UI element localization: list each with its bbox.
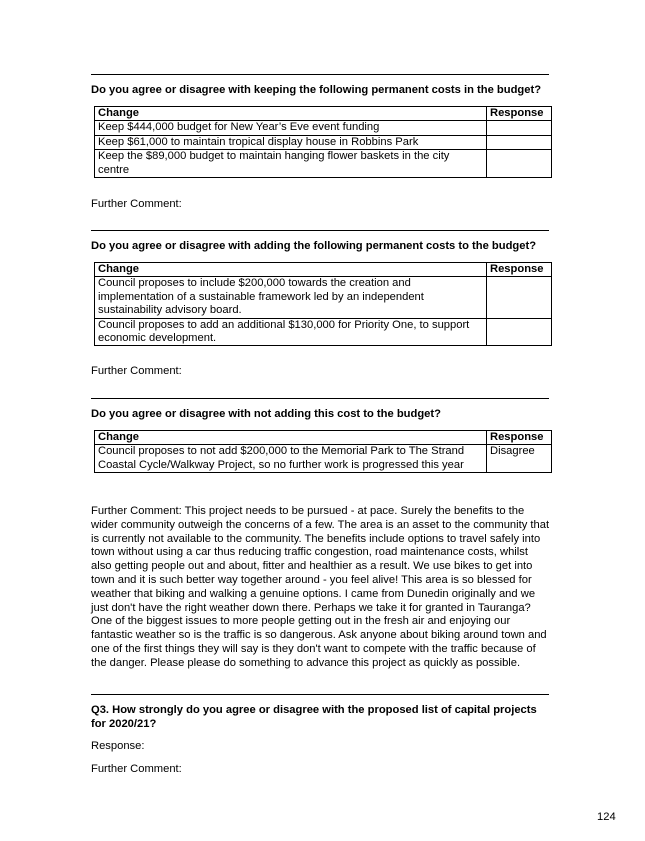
table-row <box>95 121 552 135</box>
table-row <box>95 318 552 346</box>
section2-table <box>94 262 552 346</box>
section2-heading: Do you agree or disagree with adding the following permanent costs to the budget? <box>91 240 537 252</box>
table-row <box>95 277 552 318</box>
change-cell: Council proposes to add an additional $130,000 for Priority One, to support economic development. <box>95 318 487 346</box>
change-cell: Keep $61,000 to maintain tropical display house in Robbins Park <box>95 135 487 149</box>
section-divider <box>91 398 549 399</box>
section-divider <box>91 694 549 695</box>
q3-response: Response: <box>91 740 145 752</box>
page-number: 124 <box>597 811 616 823</box>
table-row <box>95 150 552 178</box>
section1-heading: Do you agree or disagree with keeping the following permanent costs in the budget? <box>91 84 542 96</box>
change-cell: Keep the $89,000 budget to maintain hanging flower baskets in the city centre <box>95 150 487 178</box>
response-cell[interactable] <box>487 277 552 318</box>
section-divider <box>91 230 549 231</box>
section1-further-comment: Further Comment: <box>91 198 182 210</box>
section3-heading: Do you agree or disagree with not adding this cost to the budget? <box>91 408 441 420</box>
column-header-change: Change <box>95 107 487 121</box>
response-cell[interactable] <box>487 135 552 149</box>
response-cell[interactable] <box>487 318 552 346</box>
section3-table <box>94 430 552 473</box>
change-cell: Keep $444,000 budget for New Year’s Eve event funding <box>95 121 487 135</box>
table-row <box>95 135 552 149</box>
response-cell[interactable] <box>487 121 552 135</box>
section1-table <box>94 106 552 178</box>
section3-further-comment: Further Comment: This project needs to be pursued - at pace. Surely the benefits to the wider community outweigh the concerns of a few. The area is an asset to the community that is currently not available to the community. The benefits include options to travel safely into town without using a car thus reducing traffic congestion, road maintenance costs, whilst also getting people out and about, fitter and healthier as a result. We use bikes to get into town and it is such better way together around - you feel alive! This area is so blessed for weather that biking and walking a genuine options. I came from Dunedin originally and we just don't have the right weather down there. Perhaps we take it for granted in Tauranga? One of the biggest issues to more people getting out in the fresh air and enjoying our fantastic weather so is the traffic is so dangerous. Ask anyone about biking around town and one of the first things they will say is they don't want to compete with the traffic because of the danger. Please please do something to advance this project as quickly as possible. <box>91 505 550 669</box>
change-cell: Council proposes to not add $200,000 to the Memorial Park to The Strand Coastal Cycle/Walkway Project, so no further work is progressed this year <box>95 445 487 473</box>
q3-further-comment: Further Comment: <box>91 763 182 775</box>
section-divider <box>91 74 549 75</box>
table-row <box>95 445 552 473</box>
response-cell[interactable] <box>487 150 552 178</box>
column-header-response: Response <box>487 431 552 445</box>
column-header-change: Change <box>95 431 487 445</box>
response-cell[interactable]: Disagree <box>487 445 552 473</box>
column-header-response: Response <box>487 107 552 121</box>
change-cell: Council proposes to include $200,000 towards the creation and implementation of a sustainable framework led by an independent sustainability advisory board. <box>95 277 487 318</box>
column-header-response: Response <box>487 263 552 277</box>
section2-further-comment: Further Comment: <box>91 365 182 377</box>
q3-heading: Q3. How strongly do you agree or disagree with the proposed list of capital projects for 2020/21? <box>91 704 537 730</box>
column-header-change: Change <box>95 263 487 277</box>
